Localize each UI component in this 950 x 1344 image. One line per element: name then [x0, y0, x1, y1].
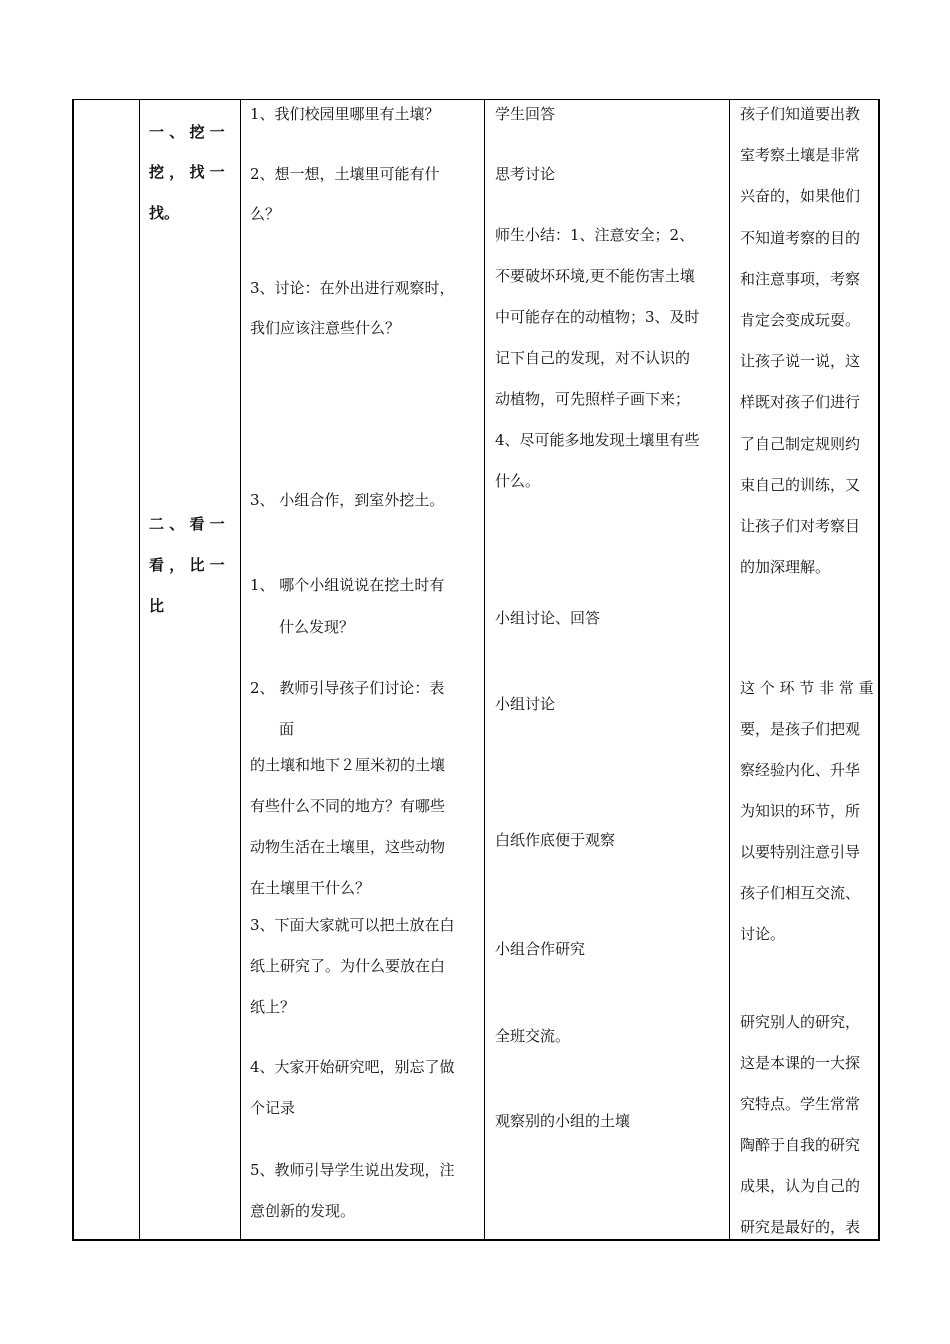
- design-notes-column: [730, 100, 878, 1239]
- teacher-line: 2、 教师引导孩子们讨论：表: [250, 679, 445, 697]
- note-line: 为知识的环节，所: [740, 802, 861, 820]
- student-line: 动植物，可先照样子画下来；: [495, 390, 691, 408]
- note-line: 讨论。: [740, 925, 786, 943]
- teacher-line: 有些什么不同的地方？有哪些: [250, 797, 446, 815]
- student-line: 白纸作底便于观察: [495, 831, 616, 849]
- note-line: 束自己的训练，又: [740, 476, 861, 494]
- teacher-line: 纸上？: [250, 998, 296, 1016]
- stage-2-line-2: 看 ， 比 一: [149, 556, 225, 574]
- student-line: 思考讨论: [495, 165, 556, 183]
- note-line: 察经验内化、升华: [740, 761, 861, 779]
- stage-1-line-1: 一 、 挖 一: [149, 123, 225, 141]
- note-line: 兴奋的，如果他们: [740, 187, 861, 205]
- teacher-line: 什么发现？: [279, 618, 355, 636]
- teacher-line: 在土壤里干什么？: [250, 879, 371, 897]
- teacher-line: 面: [279, 720, 295, 738]
- teacher-line: 3、下面大家就可以把土放在白: [250, 916, 455, 934]
- student-activity-column: [485, 100, 729, 1239]
- stage-1-line-2: 挖 ， 找 一: [149, 163, 225, 181]
- teacher-line: 1、 哪个小组说说在挖土时有: [250, 576, 445, 594]
- lesson-table: [72, 99, 880, 1241]
- teacher-line: 2、想一想，土壤里可能有什: [250, 165, 440, 183]
- student-line: 什么。: [495, 472, 541, 490]
- note-line: 样既对孩子们进行: [740, 393, 861, 411]
- teacher-activity-column: [241, 100, 484, 1239]
- note-line: 让孩子们对考察目: [740, 517, 861, 535]
- stage-column: [140, 100, 240, 1239]
- stage-2-line-1: 二 、 看 一: [149, 515, 225, 533]
- note-line: 孩子们知道要出教: [740, 105, 861, 123]
- teacher-line: 动物生活在土壤里，这些动物: [250, 838, 446, 856]
- note-line: 以要特别注意引导: [740, 843, 861, 861]
- note-line: 了自己制定规则约: [740, 435, 861, 453]
- note-line: 这是本课的一大探: [740, 1054, 861, 1072]
- note-line: 和注意事项，考察: [740, 270, 861, 288]
- teacher-line: 个记录: [250, 1099, 296, 1117]
- teacher-line: 3、讨论：在外出进行观察时，: [250, 279, 455, 297]
- note-line: 这 个 环 节 非 常 重: [740, 679, 874, 697]
- note-line: 成果，认为自己的: [740, 1177, 861, 1195]
- student-line: 小组讨论: [495, 695, 556, 713]
- student-line: 师生小结：1、注意安全；2、: [495, 226, 695, 244]
- student-line: 学生回答: [495, 105, 556, 123]
- note-line: 室考察土壤是非常: [740, 146, 861, 164]
- note-line: 的加深理解。: [740, 558, 831, 576]
- teacher-line: 5、教师引导学生说出发现，注: [250, 1161, 455, 1179]
- teacher-line: 纸上研究了。为什么要放在白: [250, 957, 446, 975]
- teacher-line: 么？: [250, 205, 281, 223]
- teacher-line: 的土壤和地下２厘米初的土壤: [250, 756, 446, 774]
- note-line: 让孩子说一说，这: [740, 352, 861, 370]
- note-line: 肯定会变成玩耍。: [740, 311, 861, 329]
- teacher-line: 1、我们校园里哪里有土壤？: [250, 105, 440, 123]
- stage-1-line-3: 找。: [149, 204, 180, 222]
- student-line: 小组讨论、回答: [495, 609, 601, 627]
- note-line: 研究别人的研究，: [740, 1013, 861, 1031]
- student-line: 观察别的小组的土壤: [495, 1112, 631, 1130]
- teacher-line: 我们应该注意些什么？: [250, 319, 401, 337]
- student-line: 不要破坏环境,更不能伤害土壤: [495, 267, 695, 285]
- note-line: 不知道考察的目的: [740, 229, 861, 247]
- student-line: 中可能存在的动植物；3、及时: [495, 308, 700, 326]
- note-line: 究特点。学生常常: [740, 1095, 861, 1113]
- teacher-line: 意创新的发现。: [250, 1202, 356, 1220]
- student-line: 记下自己的发现，对不认识的: [495, 349, 691, 367]
- note-line: 孩子们相互交流、: [740, 884, 861, 902]
- note-line: 陶醉于自我的研究: [740, 1136, 861, 1154]
- teacher-line: 4、大家开始研究吧，别忘了做: [250, 1058, 455, 1076]
- note-line: 要，是孩子们把观: [740, 720, 861, 738]
- student-line: 小组合作研究: [495, 940, 586, 958]
- teacher-line: 3、 小组合作，到室外挖土。: [250, 491, 445, 509]
- stage-2-line-3: 比: [149, 597, 165, 615]
- note-line: 研究是最好的，表: [740, 1218, 861, 1236]
- student-line: 全班交流。: [495, 1027, 571, 1045]
- student-line: 4、尽可能多地发现土壤里有些: [495, 431, 700, 449]
